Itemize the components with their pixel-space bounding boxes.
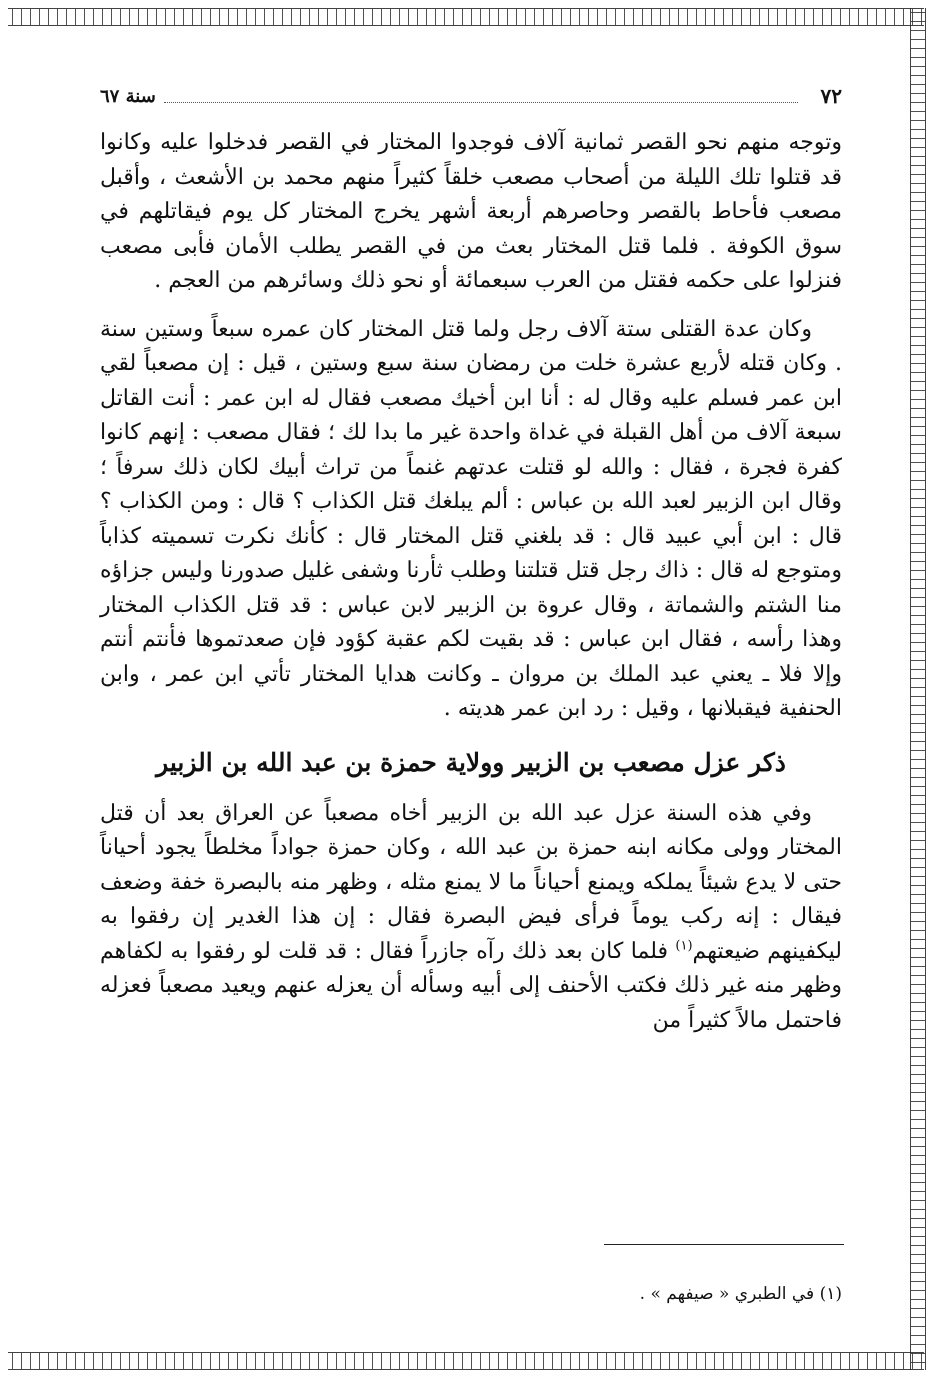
paragraph: وكان عدة القتلى ستة آلاف رجل ولما قتل المختار كان عمره سبعاً وستين سنة . وكان قتله لأربع عشرة خلت من رمضان سنة سبع وستين ، قيل : إن مصعباً لقي ابن عمر فسلم عليه وقال له : أنا ابن أخيك مصعب فقال له ابن عمر : أنت القاتل سبعة آلاف من أهل القبلة في غداة واحدة غير ما بدا لك ؛ فقال مصعب : إنهم كانوا كفرة فجرة ، فقال : والله لو قتلت عدتهم غنماً من تراث أبيك لكان ذلك سرفاً ؛ وقال ابن الزبير لعبد الله بن عباس : ألم يبلغك قتل الكذاب ؟ قال : ومن الكذاب ؟ قال : ابن أبي عبيد قال : قد بلغني قتل المختار قال : كأنك نكرت تسميته كذاباً ومتوجع له قال : ذاك رجل قتل قتلتنا وطلب ثأرنا وشفى غليل صدورنا وليس جزاؤه منا الشتم والشماتة ، وقال عروة بن الزبير لابن عباس : قد قتل الكذاب المختار وهذا رأسه ، فقال ابن عباس : قد بقيت لكم عقبة كؤود فإن صعدتموها فأنتم أنتم وإلا فلا ـ يعني عبد الملك بن مروان ـ وكانت هدايا المختار تأتي ابن عمر ، وابن الحنفية فيقبلانها ، وقيل : رد ابن عمر هديته .: [100, 316, 842, 721]
running-head: سنة ٦٧: [100, 86, 156, 107]
section-heading: ذكر عزل مصعب بن الزبير وولاية حمزة بن عبد الله بن الزبير: [156, 747, 786, 777]
paragraph: [100, 797, 842, 1039]
page-number: ٧٢: [820, 84, 842, 108]
paragraph: وتوجه منهم نحو القصر ثمانية آلاف فوجدوا المختار في القصر فدخلوا عليه وكانوا قد قتلوا تلك الليلة من أصحاب مصعب خلقاً كثيراً منهم محمد بن الأشعث ، وأقبل مصعب فأحاط بالقصر وحاصرهم أربعة أشهر يخرج المختار كل يوم فيقاتلهم في سوق الكوفة . فلما قتل المختار بعث من في القصر يطلب الأمان فأبى مصعب فنزلوا على حكمه فقتل من العرب سبعمائة أو نحو ذلك وسائرهم من العجم .: [100, 130, 842, 293]
footnote-separator: [604, 1244, 844, 1245]
footnote-marker: (١): [675, 938, 693, 954]
ornamental-border-right: [910, 8, 926, 1370]
header-dotted-rule: [164, 102, 798, 103]
paragraph-text: وفي هذه السنة عزل عبد الله بن الزبير أخاه مصعباً عن العراق بعد أن قتل المختار وولى مكانه ابنه حمزة بن عبد الله ، وكان حمزة جواداً مخلطاً يجود أحياناً حتى لا يدع شيئاً يملكه ويمنع أحياناً ما لا يمنع مثله ، وظهر منه بالبصرة خفة وضعف فيقال : إنه ركب يوماً فرأى فيض البصرة فقال : إن هذا الغدير إن رفقوا به ليكفينهم ضيعتهم: [100, 800, 842, 964]
footnote: (١) في الطبري « صيفهم » .: [639, 1284, 842, 1304]
paragraph-text: فلما كان بعد ذلك رآه جازراً فقال : قد قلت لو رفقوا به لكفاهم وظهر منه غير ذلك فكتب الأحنف إلى أبيه وسأله أن يعزله عنهم ويعيد مصعباً فعزله فاحتمل مالاً كثيراً من: [100, 938, 842, 1033]
page-header: [100, 84, 842, 112]
page-body: [100, 126, 842, 1038]
ornamental-border-bottom: [8, 1352, 924, 1370]
ornamental-border-top: [8, 8, 924, 26]
